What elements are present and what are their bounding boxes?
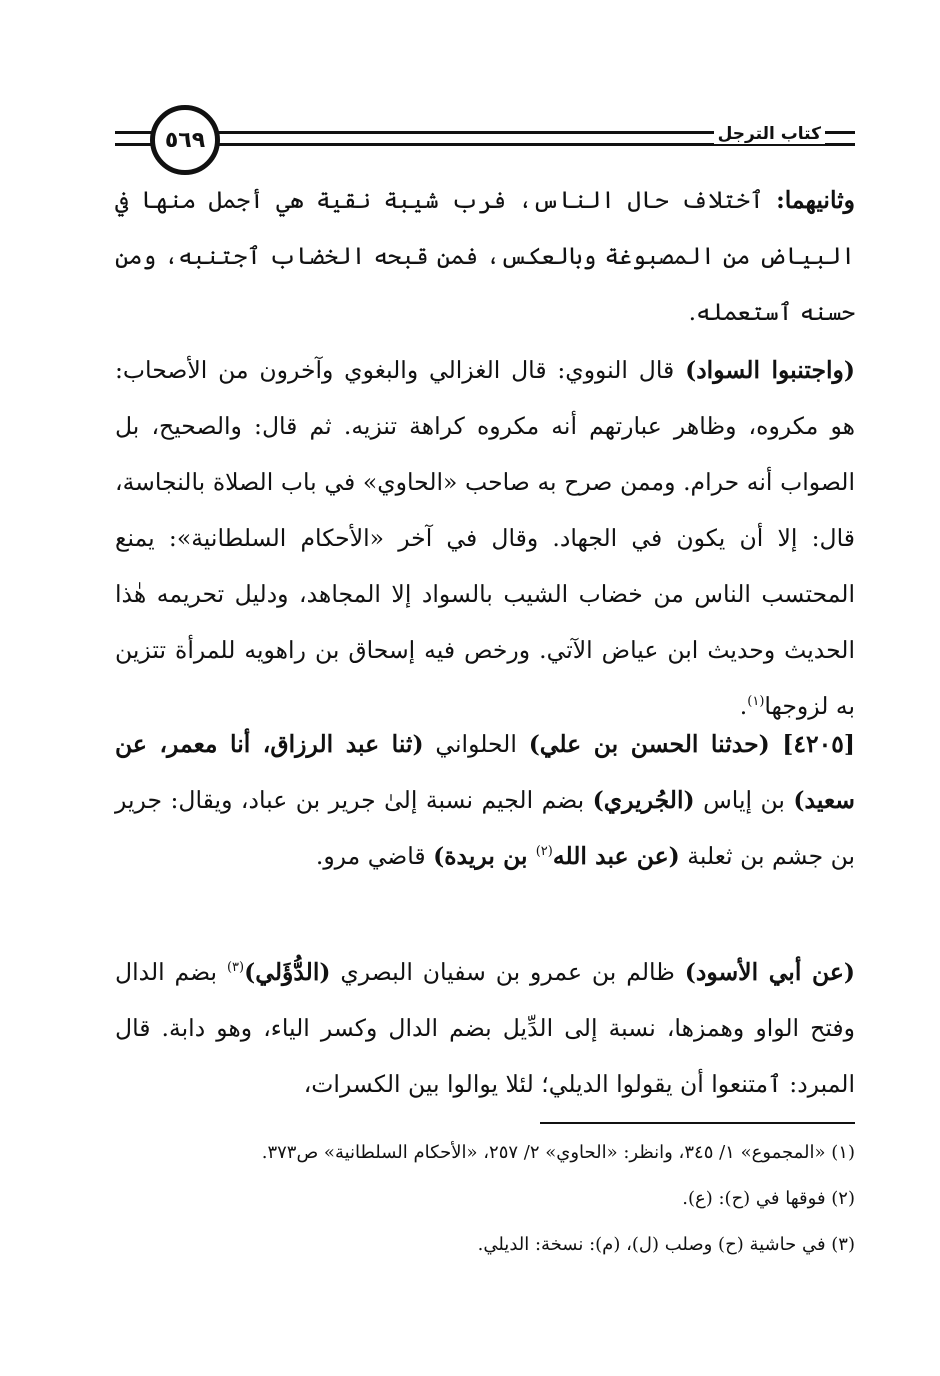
paragraph-4 xyxy=(115,944,855,1112)
paragraph-3-text-a: الحلواني xyxy=(423,730,529,758)
paragraph-3-text-c: بضم الجيم نسبة إلىٰ جرير بن عباد، ويقال: جرير بن جشم بن ثعلبة xyxy=(115,786,855,870)
paragraph-1-text: ٱختلاف حال الناس، فرب شيبة نقية هي أجمل منها في البياض من المصبوغة وبالعكس، فمن قبحه الخضاب ٱجتنبه، ومن حسنه ٱستعمله. xyxy=(115,186,855,326)
hadith-number-and-chain: [٤٢٠٥] (حدثنا الحسن بن علي) xyxy=(528,730,855,758)
paragraph-2-text: قال النووي: قال الغزالي والبغوي وآخرون من الأصحاب: هو مكروه، وظاهر عبارتهم أنه مكروه كراهة تنزيه. ثم قال: والصحيح، بل الصواب أنه حرام. وممن صرح به صاحب «الحاوي» في باب الصلاة بالنجاسة، قال: إلا أن يكون في الجهاد. وقال في آخر «الأحكام السلطانية»: يمنع المحتسب الناس من خضاب الشيب بالسواد إلا المجاهد، ودليل تحريمه هٰذا الحديث وحديث ابن عياض الآتي. ورخص فيه إسحاق بن راهويه للمرأة تتزين به لزوجها xyxy=(115,356,855,720)
footnotes xyxy=(115,1130,855,1268)
paragraph-4-text-a: ظالم بن عمرو بن سفيان البصري xyxy=(330,958,685,986)
paragraph-1-lead: وثانيهما: xyxy=(776,186,855,214)
page-number: ٥٦٩ xyxy=(150,105,220,175)
paragraph-2 xyxy=(115,342,855,734)
footnote-ref-1: (١) xyxy=(747,694,765,710)
footnote-ref-2: (٢) xyxy=(535,844,553,860)
footnote-ref-3: (٣) xyxy=(226,960,245,976)
paragraph-1 xyxy=(115,172,855,340)
narrator-abdullah: (عن عبد الله xyxy=(552,842,680,870)
footnote-separator xyxy=(540,1122,855,1124)
paragraph-4-text-b: بضم الدال وفتح الواو وهمزها، نسبة إلى الدِّيل بضم الدال وكسر الياء، وهو دابة. قال المبرد: ٱمتنعوا أن يقولوا الديلي؛ لئلا يوالوا بين الكسرات، xyxy=(115,958,855,1098)
nisba-duali: (الدُّؤَلي) xyxy=(244,958,331,986)
paragraph-3 xyxy=(115,716,855,884)
narrator-abu-aswad: (عن أبي الأسود) xyxy=(684,958,855,986)
nisba-jurayri: (الجُريري) xyxy=(592,786,695,814)
paragraph-3-text-d: قاضي مرو. xyxy=(315,842,434,870)
paragraph-2-end: . xyxy=(739,692,748,720)
narrator-buraydah: بن بريدة) xyxy=(433,842,536,870)
paragraph-2-lead: (واجتنبوا السواد) xyxy=(685,356,855,384)
paragraph-3-text-b: بن إياس xyxy=(694,786,794,814)
footnote-1: (١) «المجموع» ١/ ٣٤٥، وانظر: «الحاوي» ٢/ ٢٥٧، «الأحكام السلطانية» ص٣٧٣. xyxy=(261,1142,855,1163)
running-title: كتاب الترجل xyxy=(714,124,825,144)
footnote-3: (٣) في حاشية (ح) وصلب (ل)، (م): نسخة: الديلي. xyxy=(477,1234,855,1255)
chain-narrators: (ثنا عبد الرزاق، أنا معمر، عن سعيد) xyxy=(115,730,855,814)
footnote-2: (٢) فوقها في (ح): (ع). xyxy=(682,1188,855,1209)
